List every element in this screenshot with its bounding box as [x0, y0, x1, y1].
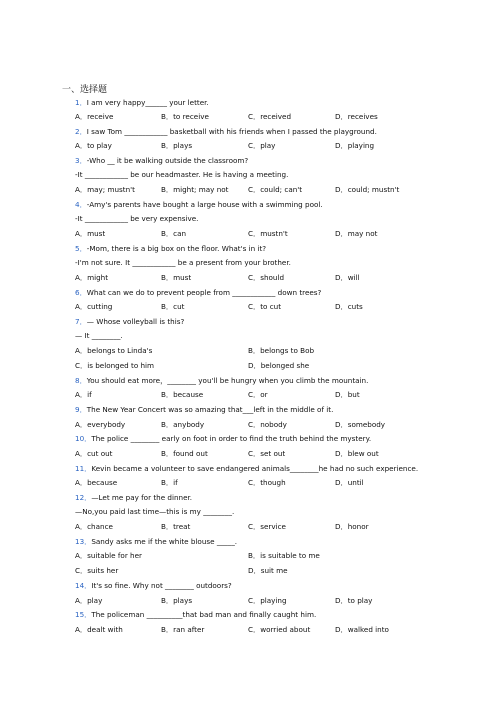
option-d[interactable]: D．cuts [335, 302, 363, 311]
option-d[interactable]: D．somebody [335, 420, 386, 429]
question-4-options [75, 229, 475, 239]
option-a[interactable]: A．might [75, 273, 109, 282]
option-b[interactable]: B．is suitable to me [248, 551, 320, 560]
question-3 [75, 156, 248, 166]
option-c[interactable]: C．playing [248, 596, 287, 605]
option-b[interactable]: B．treat [161, 522, 191, 531]
question-text: -It ____________ be our headmaster. He is having a meeting. [75, 170, 289, 179]
question-text: I am very happy______ your letter. [86, 98, 209, 107]
question-text: —Let me pay for the dinner. [91, 493, 193, 502]
question-15-options [75, 625, 475, 635]
question-3-line-2 [75, 170, 288, 180]
question-14-options [75, 596, 475, 606]
option-d[interactable]: D．but [335, 390, 360, 399]
option-b[interactable]: B．plays [161, 141, 193, 150]
question-1 [75, 98, 209, 108]
option-b[interactable]: B．if [161, 478, 178, 487]
option-c[interactable]: C．should [248, 273, 285, 282]
option-d[interactable]: D．may not [335, 229, 378, 238]
option-a[interactable]: A．belongs to Linda's [75, 346, 153, 355]
option-a[interactable]: A．must [75, 229, 106, 238]
option-b[interactable]: B．belongs to Bob [248, 346, 315, 355]
option-a[interactable]: A．if [75, 390, 92, 399]
question-number: 13． [75, 537, 92, 546]
question-text: The policeman __________that bad man and finally caught him. [91, 610, 317, 619]
option-a[interactable]: A．chance [75, 522, 113, 531]
option-d[interactable]: D．could; mustn't [335, 185, 400, 194]
question-12 [75, 493, 192, 503]
question-text: It's so fine. Why not ________ outdoors? [91, 581, 232, 590]
option-a[interactable]: A．dealt with [75, 625, 123, 634]
question-number: 3． [75, 156, 87, 165]
option-d[interactable]: D．until [335, 478, 364, 487]
option-a[interactable]: A．everybody [75, 420, 126, 429]
question-number: 10． [75, 434, 92, 443]
question-13-options-row-2 [75, 566, 475, 576]
option-d[interactable]: D．will [335, 273, 360, 282]
question-14 [75, 581, 232, 591]
question-text: -Mom, there is a big box on the floor. What's in it? [86, 244, 267, 253]
question-15 [75, 610, 316, 620]
option-a[interactable]: A．cut out [75, 449, 113, 458]
question-text: Kevin became a volunteer to save endangered animals________he had no such experience. [91, 464, 419, 473]
option-d[interactable]: D．receives [335, 112, 378, 121]
question-2 [75, 127, 377, 137]
option-d[interactable]: D．playing [335, 141, 375, 150]
option-a[interactable]: A．suitable for her [75, 551, 142, 560]
question-5-options [75, 273, 475, 283]
question-text: -I'm not sure. It ____________ be a present from your brother. [75, 258, 291, 267]
option-a[interactable]: A．to play [75, 141, 112, 150]
question-13 [75, 537, 237, 547]
question-7-options-row-2 [75, 361, 475, 371]
question-number: 9． [75, 405, 87, 414]
question-text: Sandy asks me if the white blouse _____. [91, 537, 238, 546]
option-d[interactable]: D．honor [335, 522, 369, 531]
option-b[interactable]: B．ran after [161, 625, 205, 634]
question-text: I saw Tom ____________ basketball with his friends when I passed the playground. [86, 127, 377, 136]
option-d[interactable]: D．blew out [335, 449, 379, 458]
question-10 [75, 434, 371, 444]
question-text: The police ________ early on foot in order to find the truth behind the mystery. [91, 434, 372, 443]
question-text: What can we do to prevent people from ____________ down trees? [86, 288, 322, 297]
question-12-options [75, 522, 475, 532]
question-number: 4． [75, 200, 87, 209]
option-c[interactable]: C．service [248, 522, 286, 531]
question-number: 12． [75, 493, 92, 502]
question-number: 7． [75, 317, 87, 326]
option-c[interactable]: C．received [248, 112, 292, 121]
question-5 [75, 244, 266, 254]
question-text: The New Year Concert was so amazing that___left in the middle of it. [86, 405, 334, 414]
option-a[interactable]: A．cutting [75, 302, 113, 311]
option-b[interactable]: B．because [161, 390, 204, 399]
question-text: — Whose volleyball is this? [86, 317, 185, 326]
option-c[interactable]: C．nobody [248, 420, 287, 429]
question-12-line-2 [75, 507, 234, 517]
question-text: -It ____________ be very expensive. [75, 214, 199, 223]
question-9-options [75, 420, 475, 430]
option-c[interactable]: C．play [248, 141, 276, 150]
question-11-options [75, 478, 475, 488]
question-number: 2． [75, 127, 87, 136]
question-8-options [75, 390, 475, 400]
question-7 [75, 317, 184, 327]
question-3-options [75, 185, 475, 195]
question-number: 1． [75, 98, 87, 107]
option-c[interactable]: C．mustn't [248, 229, 288, 238]
option-b[interactable]: B．must [161, 273, 192, 282]
question-4 [75, 200, 323, 210]
question-6-options [75, 302, 475, 312]
option-c[interactable]: C．could; can't [248, 185, 303, 194]
question-6 [75, 288, 321, 298]
question-text: You should eat more，________ you'll be hungry when you climb the mountain. [86, 376, 369, 385]
option-b[interactable]: B．found out [161, 449, 208, 458]
question-4-line-2 [75, 214, 198, 224]
question-text: —No,you paid last time—this is my ________. [75, 507, 235, 516]
option-b[interactable]: B．cut [161, 302, 185, 311]
option-d[interactable]: D．walked into [335, 625, 389, 634]
option-d[interactable]: D．to play [335, 596, 373, 605]
question-text: — It ________. [75, 331, 123, 340]
question-number: 15． [75, 610, 92, 619]
option-b[interactable]: B．can [161, 229, 187, 238]
option-d[interactable]: D．suit me [248, 566, 288, 575]
question-1-options [75, 112, 475, 122]
question-number: 14． [75, 581, 92, 590]
question-number: 8． [75, 376, 87, 385]
question-13-options-row-1 [75, 551, 475, 561]
option-b[interactable]: B．anybody [161, 420, 205, 429]
option-c[interactable]: C．suits her [75, 566, 119, 575]
question-number: 6． [75, 288, 87, 297]
option-d[interactable]: D．belonged she [248, 361, 310, 370]
option-c[interactable]: C．is belonged to him [75, 361, 155, 370]
option-b[interactable]: B．to receive [161, 112, 209, 121]
question-number: 11． [75, 464, 92, 473]
question-7-line-2 [75, 331, 123, 341]
question-10-options [75, 449, 475, 459]
option-a[interactable]: A．may; mustn't [75, 185, 135, 194]
option-c[interactable]: C．worried about [248, 625, 311, 634]
option-c[interactable]: C．set out [248, 449, 286, 458]
question-text: -Who __ it be walking outside the classroom? [86, 156, 249, 165]
section-title: 一、选择题 [62, 85, 108, 95]
option-b[interactable]: B．might; may not [161, 185, 229, 194]
question-9 [75, 405, 333, 415]
question-5-line-2 [75, 258, 291, 268]
option-a[interactable]: A．receive [75, 112, 114, 121]
option-a[interactable]: A．because [75, 478, 118, 487]
question-8 [75, 376, 368, 386]
option-a[interactable]: A．play [75, 596, 103, 605]
question-7-options-row-1 [75, 346, 475, 356]
option-c[interactable]: C．to cut [248, 302, 282, 311]
option-c[interactable]: C．or [248, 390, 268, 399]
question-text: -Amy's parents have bought a large house with a swimming pool. [86, 200, 323, 209]
question-2-options [75, 141, 475, 151]
option-b[interactable]: B．plays [161, 596, 193, 605]
question-11 [75, 464, 418, 474]
question-number: 5． [75, 244, 87, 253]
option-c[interactable]: C．though [248, 478, 286, 487]
